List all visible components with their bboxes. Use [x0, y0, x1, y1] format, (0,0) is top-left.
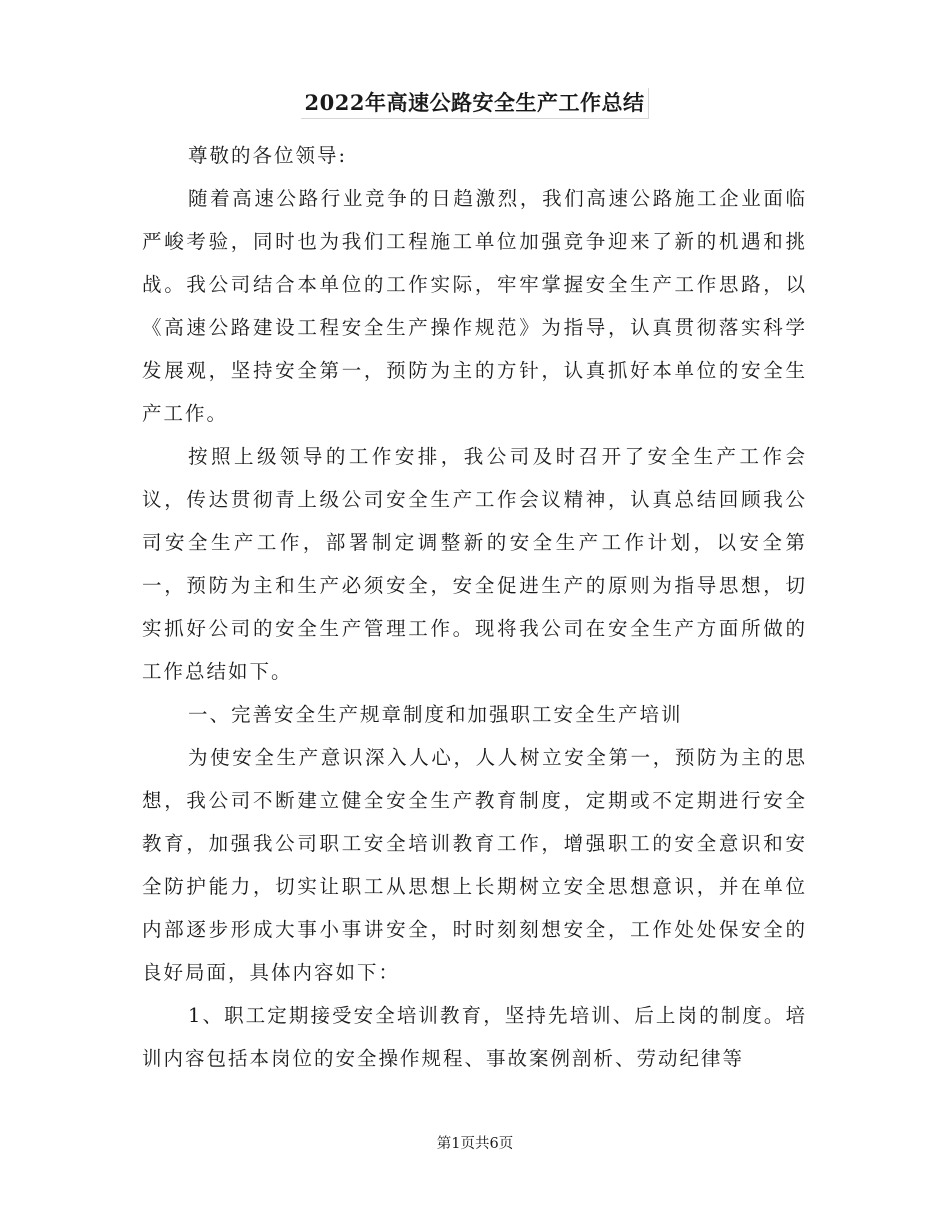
salutation: 尊敬的各位领导: [188, 144, 348, 167]
document-title: 2022年高速公路安全生产工作总结 [301, 88, 650, 119]
paragraph-intro: 随着高速公路行业竞争的日趋激烈，我们高速公路施工企业面临严峻考验，同时也为我们工程施工单位加强竞争迎来了新的机遇和挑战。我公司结合本单位的工作实际，牢牢掌握安全生产工作思路，以《高速公路建设工程安全生产操作规范》为指导，认真贯彻落实科学发展观，坚持安全第一，预防为主的方针，认真抓好本单位的安全生产工作。 [142, 187, 807, 425]
paragraph-training: 为使安全生产意识深入人心，人人树立安全第一，预防为主的思想，我公司不断建立健全安全生产教育制度，定期或不定期进行安全教育，加强我公司职工安全培训教育工作，增强职工的安全意识和安全防护能力，切实让职工从思想上长期树立安全思想意识，并在单位内部逐步形成大事小事讲安全，时时刻刻想安全，工作处处保安全的良好局面，具体内容如下： [142, 746, 807, 984]
paragraph-item-1: 1、职工定期接受安全培训教育，坚持先培训、后上岗的制度。培训内容包括本岗位的安全操作规程、事故案例剖析、劳动纪律等 [142, 1004, 807, 1070]
page-footer: 第1页共6页 [436, 1136, 514, 1152]
paragraph-meeting: 按照上级领导的工作安排，我公司及时召开了安全生产工作会议，传达贯彻青上级公司安全生产工作会议精神，认真总结回顾我公司安全生产工作，部署制定调整新的安全生产工作计划，以安全第一，预防为主和生产必须安全，安全促进生产的原则为指导思想，切实抓好公司的安全生产管理工作。现将我公司在安全生产方面所做的工作总结如下。 [142, 445, 807, 683]
section-heading-1: 一、完善安全生产规章制度和加强职工安全生产培训 [188, 703, 683, 726]
document-body [142, 134, 807, 1080]
title-container [0, 88, 950, 119]
